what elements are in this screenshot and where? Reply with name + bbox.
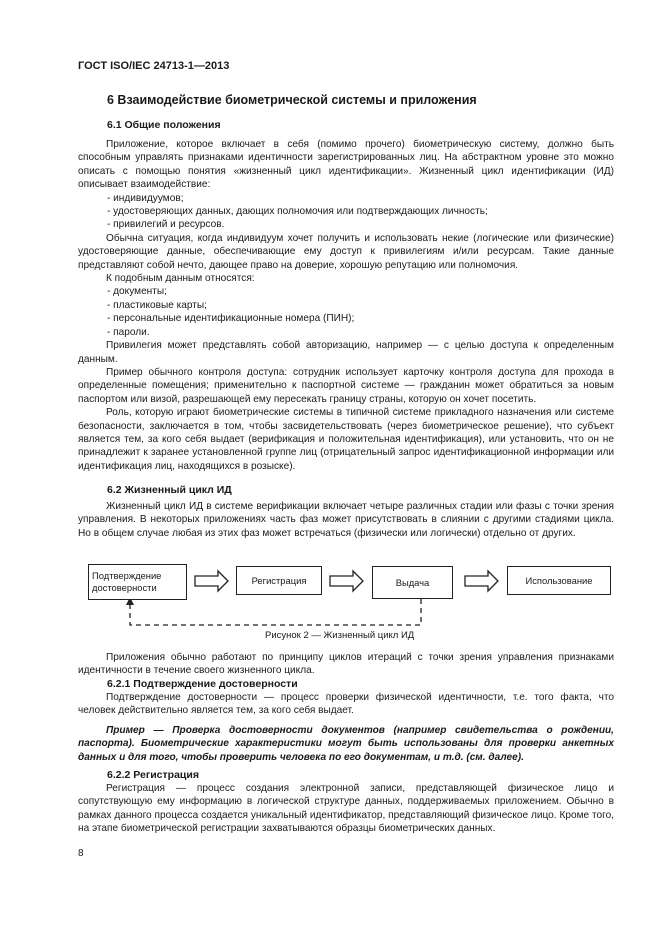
list-item: - пластиковые карты; [107,299,207,311]
subsection-6-2-1-body [78,691,614,718]
section-title: 6 Взаимодействие биометрической системы и приложения [107,93,477,107]
paragraph: Пример обычного контроля доступа: сотрудник использует карточку контроля доступа для прохода в определенные помещения; применительно к паспортной системе — гражданин может обратиться за новым паспортом или визой, разрешающей ему пересекать границу страны, которую он хочет посетить. [78,366,614,405]
paragraph: Приложение, которое включает в себя (помимо прочего) биометрическую систему, должно быть способным управлять признаками идентичности зарегистрированных лиц. На абстрактном уровне это можно описать с помощью понятия «жизненный цикл идентификации». Жизненный цикл идентификации (ИД) описывает взаимодействие: [78,139,614,191]
example-note [78,724,614,764]
paragraph: Роль, которую играют биометрические системы в типичной системе прикладного назначения или системе безопасности, заключается в том, чтобы засвидетельствовать (через биометрическое решение), что субъект является тем, за кого себя выдает (верификация и положительная идентификация), или установить, что он не принадлежит к заранее установленной группе лиц (отрицательный запрос идентификационной информации или идентификация лиц, находящихся в розыске). [78,407,614,472]
subsection-6-2-title: 6.2 Жизненный цикл ИД [107,484,232,496]
feedback-dashed-line [130,599,421,625]
list-item: - привилегий и ресурсов. [107,219,225,231]
paragraph: Обычна ситуация, когда индивидуум хочет получить и использовать некие (логические или физические) удостоверяющие данные, обеспечивающие ему доступ к привилегиям и/или ресурсам. Такие данные представляют собой нечто, дающее право на доверие, хорошую репутацию или полномочия. [78,232,614,271]
list-item: - персональные идентификационные номера (ПИН); [107,313,355,325]
subsection-6-1-title: 6.1 Общие положения [107,119,221,131]
box-issuance: Выдача [372,566,453,599]
subsection-6-2-2-body [78,782,614,836]
document-standard-header: ГОСТ ISO/IEC 24713-1—2013 [78,60,230,72]
box-usage: Использование [507,566,611,595]
paragraph: К подобным данным относятся: [106,273,255,285]
paragraph: Регистрация — процесс создания электронной записи, представляющей физическое лицо и сопутствующую ему информацию в логической структуре данных, поддерживаемых приложением. Обычно в рамках данного процесса создается уникальный идентификатор, представляющий физическое лицо. Кроме того, на этапе биометрической регистрации захватываются образцы биометрических данных. [78,783,614,835]
box-verification: Подтверждение достоверности [88,564,187,600]
subsection-6-2-body [78,500,614,540]
subsection-6-2-1-title: 6.2.1 Подтверждение достоверности [107,678,298,690]
paragraph: Привилегия может представлять собой авторизацию, например — с целью доступа к определенным данным. [78,340,614,365]
subsection-6-2-2-title: 6.2.2 Регистрация [107,769,199,781]
arrow-right-icon [195,571,228,591]
subsection-6-2-closing [78,651,614,678]
example-paragraph: Пример — Проверка достоверности документов (например свидетельства о рождении, паспорта). Биометрические характеристики могут быть использованы для проверки анкетных данных и для того, чтобы проверить человека по его документам, и т.д. (см. далее). [78,725,614,763]
list-item: - пароли. [107,326,150,338]
arrow-right-icon [330,571,363,591]
page-number: 8 [78,848,84,859]
paragraph: Приложения обычно работают по принципу циклов итераций с точки зрения управления признаками идентичности в течение своего жизненного цикла. [78,652,614,677]
paragraph: Подтверждение достоверности — процесс проверки физической идентичности, т.е. того факта, что человек действительно является тем, за кого себя выдает. [78,692,614,717]
subsection-6-1-body [78,138,614,473]
figure-caption: Рисунок 2 — Жизненный цикл ИД [265,630,415,641]
paragraph: Жизненный цикл ИД в системе верификации включает четыре различных стадии или фазы с точки зрения управления. В некоторых приложениях часть фаз может присутствовать в слиянии с другими стадиями цикла. Но в общем случае любая из этих фаз может встречаться (физически или логически) отдельно от других. [78,501,614,539]
list-item: - индивидуумов; [107,192,184,204]
arrow-right-icon [465,571,498,591]
list-item: - удостоверяющих данных, дающих полномочия или подтверждающих личность; [107,206,488,218]
list-item: - документы; [107,286,167,298]
box-registration: Регистрация [236,566,322,595]
